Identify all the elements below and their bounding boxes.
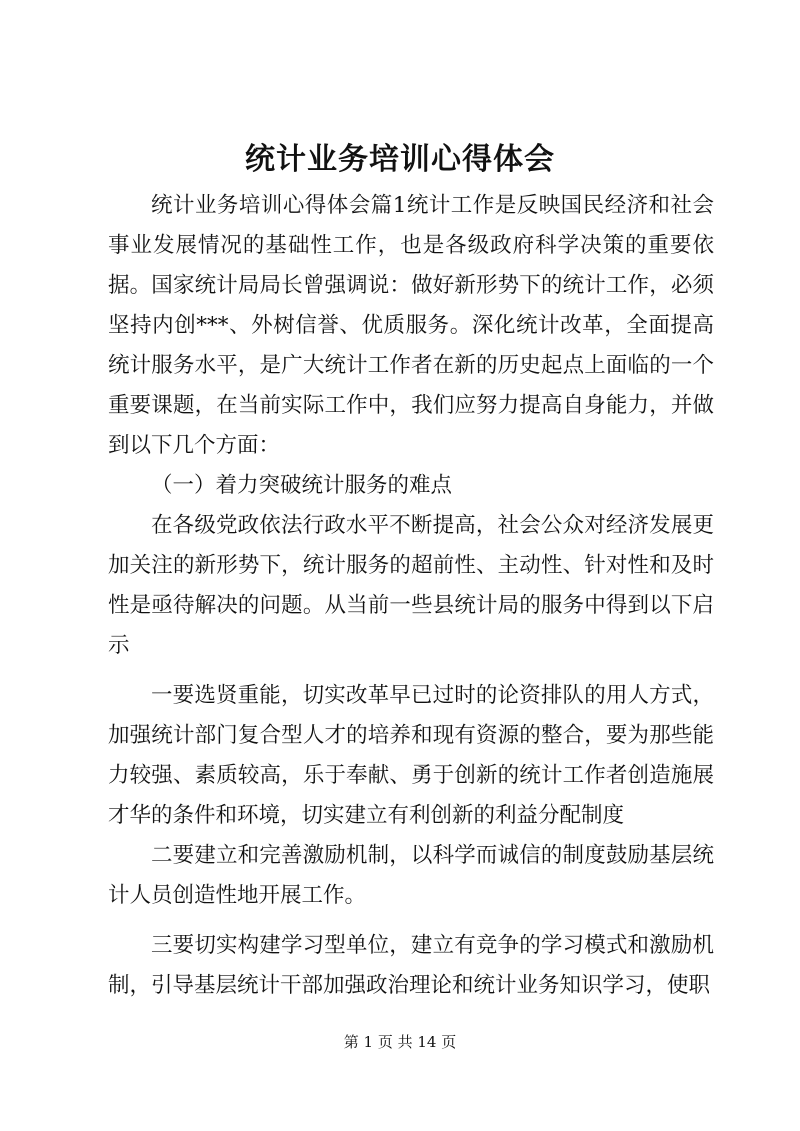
- paragraph-point-2: 二要建立和完善激励机制，以科学而诚信的制度鼓励基层统计人员创造性地开展工作。: [108, 843, 714, 908]
- document-body: [108, 186, 714, 1006]
- page-footer: 第 1 页 共 14 页: [343, 1033, 457, 1051]
- paragraph-point-1: 一要选贤重能，切实改革早已过时的论资排队的用人方式，加强统计部门复合型人才的培养和现有资源的整合，要为那些能力较强、素质较高，乐于奉献、勇于创新的统计工作者创造施展才华的条件和环境，切实建立有利创新的利益分配制度: [108, 683, 714, 828]
- paragraph-intro: 统计业务培训心得体会篇1统计工作是反映国民经济和社会事业发展情况的基础性工作，也是各级政府科学决策的重要依据。国家统计局局长曾强调说：做好新形势下的统计工作，必须坚持内创***、外树信誉、优质服务。深化统计改革，全面提高统计服务水平，是广大统计工作者在新的历史起点上面临的一个重要课题，在当前实际工作中，我们应努力提高自身能力，并做到以下几个方面：: [108, 193, 714, 458]
- paragraph-point-3: 三要切实构建学习型单位，建立有竞争的学习模式和激励机制，引导基层统计干部加强政治理论和统计业务知识学习，使职: [108, 933, 714, 998]
- section-heading-1: （一）着力突破统计服务的难点: [151, 473, 453, 498]
- paragraph-context: 在各级党政依法行政水平不断提高，社会公众对经济发展更加关注的新形势下，统计服务的超前性、主动性、针对性和及时性是亟待解决的问题。从当前一些县统计局的服务中得到以下启示: [108, 513, 714, 658]
- page-title: 统计业务培训心得体会: [245, 142, 555, 177]
